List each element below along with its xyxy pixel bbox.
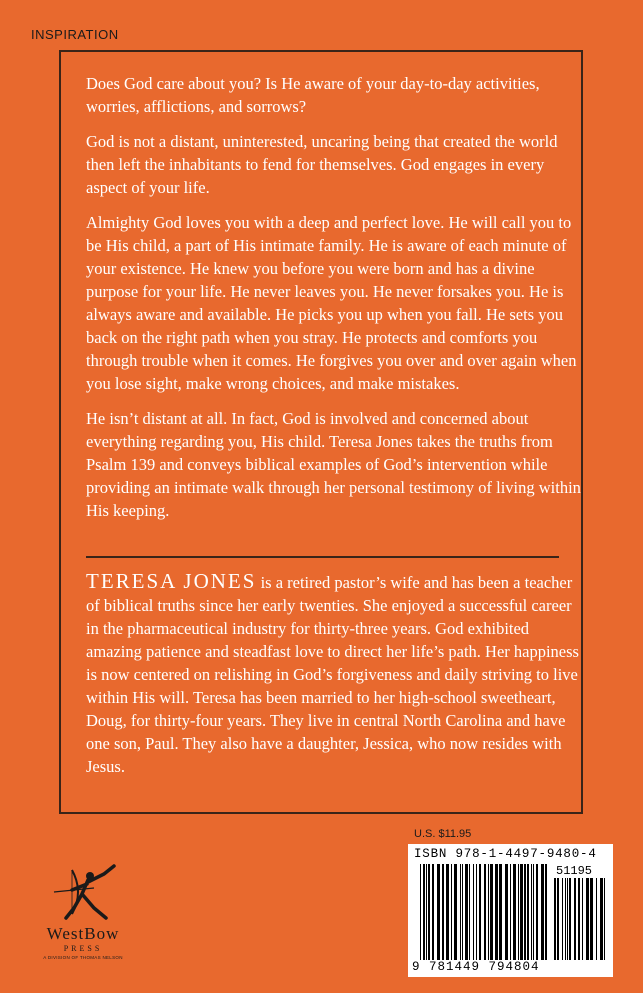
barcode-bar: [426, 864, 427, 960]
addon-barcode-bars: [554, 878, 606, 960]
blurb: [86, 72, 586, 534]
barcode-bar: [488, 864, 489, 960]
barcode-bar: [533, 864, 534, 960]
barcode-bar: [510, 864, 511, 960]
barcode-bar: [451, 864, 452, 960]
barcode-bar: [569, 878, 571, 960]
barcode-bar: [531, 864, 532, 960]
barcode-bar: [484, 864, 486, 960]
barcode-bar: [462, 864, 463, 960]
barcode-bar: [490, 864, 493, 960]
isbn-text: ISBN 978-1-4497-9480-4: [414, 847, 597, 861]
barcode-bar: [604, 878, 605, 960]
barcode-bar: [442, 864, 444, 960]
price-label: U.S. $11.95: [414, 828, 472, 840]
blurb-paragraph: He isn’t distant at all. In fact, God is involved and concerned about everything regarding you, His child. Teresa Jones takes the truths from Psalm 139 and conveys biblical examples of God’s intervention while providing an intimate walk through her personal testimony of living within His keeping.: [86, 409, 581, 520]
blurb-paragraph: Almighty God loves you with a deep and perfect love. He will call you to be His child, a part of His intimate family. He is aware of each minute of your existence. He knew you before you were born and has a divine purpose for your life. He never leaves you. He never forsakes you. He is always aware and available. He picks you up when you fall. He sets you back on the right path when you stray. He protects and comforts you through trouble when it comes. He forgives you over and over again when you lose sight, make wrong choices, and make mistakes.: [86, 213, 577, 393]
barcode-bar: [554, 878, 556, 960]
barcode-bar: [520, 864, 523, 960]
barcode-bar: [469, 864, 470, 960]
author-bio-text: is a retired pastor’s wife and has been a teacher of biblical truths since her early twenties. She enjoyed a successful career in the pharmaceutical industry for thirty-three years. God exhibited amazing patience and steadfast love to direct her life’s path. Her happiness is now centered on relishing in God’s forgiveness and daily striving to live within His will. Teresa has been married to her high-school sweetheart, Doug, for thirty-four years. They live in central North Carolina and have one son, Paul. They also have a daughter, Jessica, who now resides with Jesus.: [86, 573, 579, 776]
barcode-bar: [499, 864, 502, 960]
barcode-bar: [600, 878, 603, 960]
publisher-logo: [28, 858, 138, 960]
barcode-bar: [541, 864, 544, 960]
barcode-bar: [545, 864, 547, 960]
blurb-paragraph: God is not a distant, uninterested, uncaring being that created the world then left the inhabitants to fend for themselves. God engages in every aspect of your life.: [86, 132, 558, 197]
ean-barcode-bars: [420, 864, 548, 960]
category-label: INSPIRATION: [31, 27, 119, 42]
ean-text: 9 781449 794804: [412, 960, 540, 974]
barcode-bar: [428, 864, 430, 960]
price-code-text: 51195: [556, 864, 593, 878]
barcode-bar: [536, 864, 538, 960]
barcode-bar: [562, 878, 563, 960]
publisher-division: A DIVISION OF THOMAS NELSON: [43, 955, 123, 960]
section-divider: [86, 556, 559, 558]
barcode-bar: [420, 864, 421, 960]
barcode-bar: [476, 864, 477, 960]
barcode-bar: [479, 864, 481, 960]
blurb-paragraph: Does God care about you? Is He aware of your day-to-day activities, worries, afflictions, and sorrows?: [86, 74, 540, 116]
publisher-sub: PRESS: [63, 944, 103, 953]
barcode-bar: [513, 864, 516, 960]
barcode-bar: [565, 878, 566, 960]
barcode-bar: [557, 878, 559, 960]
barcode-bar: [454, 864, 457, 960]
barcode-bar: [473, 864, 474, 960]
barcode-bar: [460, 864, 461, 960]
publisher-name: WestBow: [46, 924, 120, 943]
barcode-bar: [586, 878, 589, 960]
barcode-bar: [465, 864, 468, 960]
barcode-bar: [437, 864, 440, 960]
barcode-bar: [505, 864, 508, 960]
author-bio: [86, 570, 586, 778]
barcode-bar: [524, 864, 526, 960]
barcode-bar: [590, 878, 593, 960]
barcode-bar: [423, 864, 425, 960]
barcode: [408, 844, 613, 977]
barcode-bar: [582, 878, 583, 960]
barcode-bar: [527, 864, 529, 960]
barcode-bar: [495, 864, 498, 960]
barcode-bar: [574, 878, 576, 960]
barcode-bar: [446, 864, 449, 960]
archer-icon: [44, 858, 122, 922]
barcode-bar: [596, 878, 597, 960]
barcode-bar: [432, 864, 434, 960]
barcode-bar: [578, 878, 580, 960]
barcode-bar: [518, 864, 519, 960]
author-name: TERESA JONES: [86, 569, 257, 593]
barcode-bar: [567, 878, 568, 960]
